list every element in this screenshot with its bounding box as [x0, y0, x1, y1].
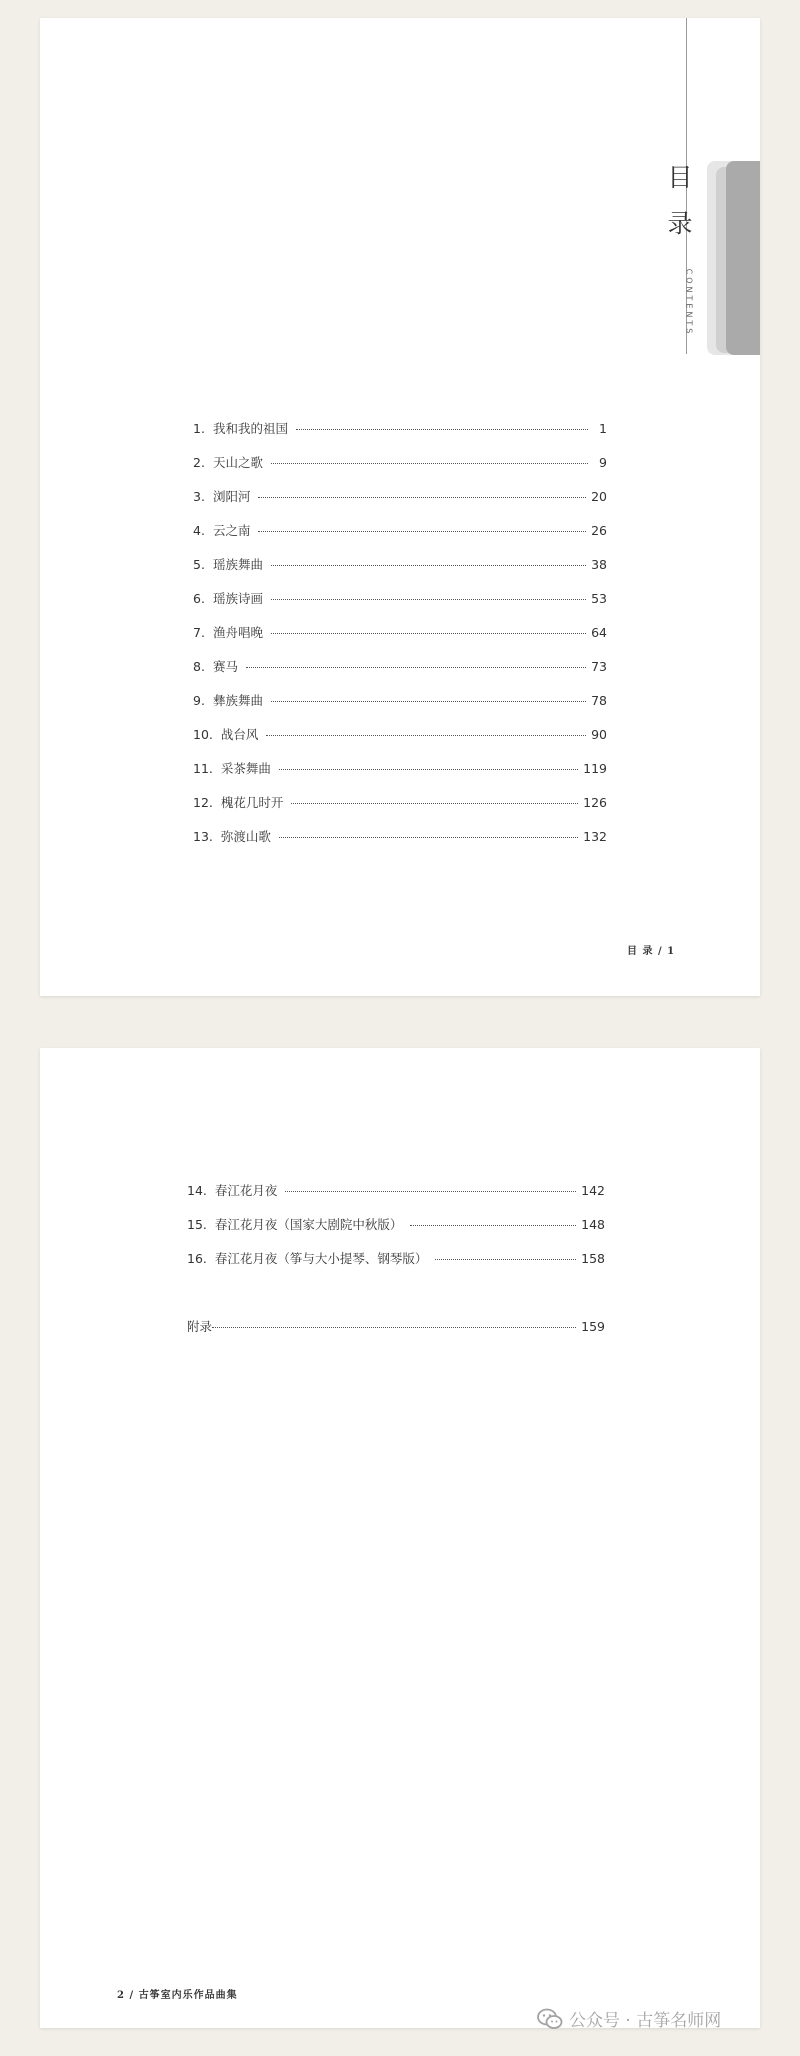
- entry-title: 春江花月夜（筝与大小提琴、钢琴版）: [214, 1251, 428, 1266]
- entry-title: 槐花几时开: [220, 795, 284, 810]
- dot-leader: [285, 1191, 576, 1192]
- dot-leader: [410, 1225, 576, 1226]
- dot-leader: [271, 463, 588, 464]
- entry-title: 云之南: [212, 523, 251, 538]
- toc-entry[interactable]: [193, 513, 607, 547]
- toc-entry[interactable]: [187, 1173, 605, 1207]
- dot-leader: [212, 1327, 576, 1328]
- entry-number: 4.: [193, 522, 205, 538]
- toc-entry[interactable]: [187, 1207, 605, 1241]
- entry-number: 8.: [193, 658, 205, 674]
- toc-entry[interactable]: [193, 581, 607, 615]
- toc-entry[interactable]: [193, 547, 607, 581]
- dot-leader: [279, 837, 578, 838]
- watermark: [537, 2006, 721, 2031]
- entry-title: 瑶族诗画: [212, 591, 263, 606]
- entry-page-number: 26: [591, 522, 607, 538]
- entry-page-number: 126: [583, 794, 607, 810]
- toc-entry[interactable]: [193, 615, 607, 649]
- entry-page-number: 90: [591, 726, 607, 742]
- page-footer: 2 / 古筝室内乐作品曲集: [117, 1990, 238, 2001]
- entry-page-number: 73: [591, 658, 607, 674]
- toc-entry[interactable]: [193, 819, 607, 853]
- entry-number: 15.: [187, 1216, 207, 1232]
- toc-entry[interactable]: [193, 411, 607, 445]
- entry-number: 2.: [193, 454, 205, 470]
- toc-entry[interactable]: [187, 1241, 605, 1275]
- toc-entry[interactable]: [193, 751, 607, 785]
- entry-number: 6.: [193, 590, 205, 606]
- entry-title: 附录: [187, 1319, 213, 1334]
- entry-title: 天山之歌: [212, 455, 263, 470]
- entry-page-number: 159: [581, 1318, 605, 1334]
- watermark-text: 公众号 · 古筝名师网: [569, 2011, 722, 2031]
- toc-page-2: [40, 1048, 760, 2028]
- toc-list: [187, 1173, 605, 1343]
- entry-page-number: 148: [581, 1216, 605, 1232]
- entry-page-number: 20: [591, 488, 607, 504]
- dot-leader: [271, 599, 586, 600]
- entry-title: 弥渡山歌: [220, 829, 271, 844]
- entry-page-number: 158: [581, 1250, 605, 1266]
- dot-leader: [291, 803, 578, 804]
- toc-entry[interactable]: [193, 445, 607, 479]
- entry-page-number: 1: [599, 420, 607, 436]
- entry-number: 12.: [193, 794, 213, 810]
- entry-page-number: 9: [599, 454, 607, 470]
- toc-entry[interactable]: [193, 785, 607, 819]
- dot-leader: [279, 769, 578, 770]
- dot-leader: [266, 735, 586, 736]
- page-footer: 目 录 / 1: [627, 946, 676, 957]
- entry-page-number: 64: [591, 624, 607, 640]
- entry-title: 战台风: [220, 727, 259, 742]
- entry-number: 16.: [187, 1250, 207, 1266]
- toc-list: [193, 411, 607, 853]
- page-title-char-1: 目: [667, 163, 693, 192]
- toc-entry[interactable]: [193, 683, 607, 717]
- entry-page-number: 53: [591, 590, 607, 606]
- entry-page-number: 132: [583, 828, 607, 844]
- dot-leader: [271, 701, 586, 702]
- toc-entry[interactable]: [193, 479, 607, 513]
- wechat-icon: [537, 2008, 563, 2030]
- entry-title: 彝族舞曲: [212, 693, 263, 708]
- dot-leader: [246, 667, 586, 668]
- entry-number: 9.: [193, 692, 205, 708]
- dot-leader: [271, 565, 586, 566]
- entry-page-number: 119: [583, 760, 607, 776]
- contents-label: CONTENTS: [684, 268, 694, 337]
- entry-title: 渔舟唱晚: [212, 625, 263, 640]
- entry-page-number: 38: [591, 556, 607, 572]
- dot-leader: [296, 429, 588, 430]
- entry-number: 7.: [193, 624, 205, 640]
- entry-number: 14.: [187, 1182, 207, 1198]
- entry-number: 5.: [193, 556, 205, 572]
- entry-number: 1.: [193, 420, 205, 436]
- entry-title: 我和我的祖国: [212, 421, 288, 436]
- entry-number: 3.: [193, 488, 205, 504]
- entry-title: 瑶族舞曲: [212, 557, 263, 572]
- toc-entry[interactable]: [193, 717, 607, 751]
- dot-leader: [258, 497, 586, 498]
- entry-number: 11.: [193, 760, 213, 776]
- dot-leader: [258, 531, 586, 532]
- entry-title: 采茶舞曲: [220, 761, 271, 776]
- entry-number: 10.: [193, 726, 213, 742]
- page-title-char-2: 录: [667, 209, 693, 238]
- entry-page-number: 142: [581, 1182, 605, 1198]
- toc-entry-appendix[interactable]: [187, 1309, 605, 1343]
- dot-leader: [435, 1259, 576, 1260]
- entry-page-number: 78: [591, 692, 607, 708]
- dot-leader: [271, 633, 586, 634]
- entry-title: 春江花月夜（国家大剧院中秋版）: [214, 1217, 403, 1232]
- entry-title: 浏阳河: [212, 489, 251, 504]
- entry-title: 春江花月夜: [214, 1183, 278, 1198]
- section-tab-front: [726, 161, 760, 355]
- entry-number: 13.: [193, 828, 213, 844]
- toc-entry[interactable]: [193, 649, 607, 683]
- entry-title: 赛马: [212, 659, 238, 674]
- toc-page-1: [40, 18, 760, 996]
